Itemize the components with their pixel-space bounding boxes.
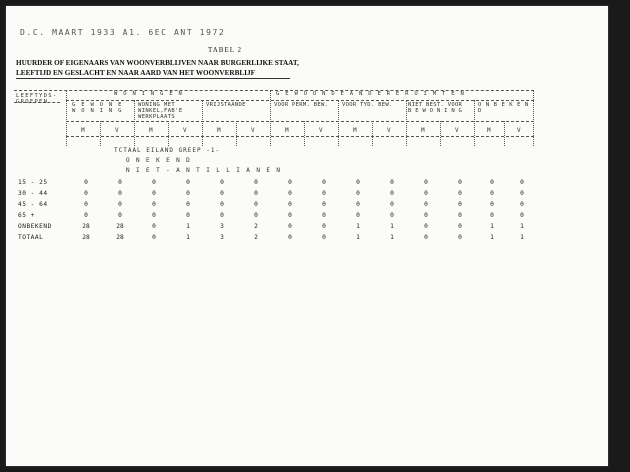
table-cell: 0 bbox=[322, 223, 326, 230]
table-cell: 0 bbox=[186, 190, 190, 197]
mv-label: V bbox=[251, 127, 255, 134]
table-title-line1: HUURDER OF EIGENAARS VAN WOONVERBLIJVEN NAAR BURGERLIJKE STAAT, bbox=[16, 59, 299, 67]
table-cell: 0 bbox=[152, 201, 156, 208]
header-onbekend: O N B E K E N D bbox=[478, 102, 529, 114]
table-cell: 0 bbox=[458, 223, 462, 230]
table-cell: 0 bbox=[288, 201, 292, 208]
table-cell: 0 bbox=[458, 201, 462, 208]
title-underline bbox=[16, 78, 290, 79]
grid-line bbox=[66, 100, 534, 101]
mv-label: M bbox=[217, 127, 221, 134]
grid-line bbox=[66, 90, 67, 146]
table-cell: 0 bbox=[84, 179, 88, 186]
table-cell: 28 bbox=[82, 223, 90, 230]
table-cell: 0 bbox=[220, 201, 224, 208]
table-cell: 0 bbox=[424, 201, 428, 208]
table-cell: 2 bbox=[254, 234, 258, 241]
table-cell: 0 bbox=[220, 179, 224, 186]
table-cell: 0 bbox=[424, 223, 428, 230]
table-cell: 0 bbox=[322, 201, 326, 208]
table-cell: 0 bbox=[356, 212, 360, 219]
table-cell: 0 bbox=[186, 179, 190, 186]
header-vrijstaande: VRIJSTAANDE bbox=[206, 102, 246, 108]
header-woningen: W O N I N G E N bbox=[114, 91, 184, 97]
table-cell: 0 bbox=[390, 201, 394, 208]
grid-line bbox=[304, 121, 305, 146]
table-cell: 0 bbox=[520, 201, 524, 208]
table-cell: 0 bbox=[254, 190, 258, 197]
header-woning-met-bedrijf: WONING MET WINKEL,FAB'E WERKPLAATS bbox=[138, 102, 183, 120]
table-cell: 0 bbox=[356, 201, 360, 208]
table-cell: 0 bbox=[322, 179, 326, 186]
section-niet-antillianen: N I E T - A N T I L L I A N E N bbox=[126, 167, 282, 174]
mv-label: M bbox=[285, 127, 289, 134]
table-cell: 0 bbox=[490, 201, 494, 208]
mv-label: V bbox=[455, 127, 459, 134]
table-cell: 0 bbox=[118, 179, 122, 186]
table-cell: 0 bbox=[424, 190, 428, 197]
header-leeftijdsgroepen: LEEFTYDS- GROEPEN bbox=[16, 93, 58, 105]
table-cell: 28 bbox=[116, 223, 124, 230]
mv-label: M bbox=[81, 127, 85, 134]
table-cell: 0 bbox=[458, 234, 462, 241]
table-cell: 0 bbox=[458, 212, 462, 219]
mv-label: V bbox=[387, 127, 391, 134]
table-cell: 0 bbox=[322, 234, 326, 241]
row-label: 30 - 44 bbox=[18, 190, 48, 197]
mv-label: M bbox=[421, 127, 425, 134]
table-cell: 0 bbox=[390, 212, 394, 219]
table-cell: 0 bbox=[152, 212, 156, 219]
table-cell: 0 bbox=[490, 190, 494, 197]
grid-line bbox=[168, 121, 169, 146]
table-cell: 0 bbox=[390, 190, 394, 197]
grid-line bbox=[440, 121, 441, 146]
table-cell: 3 bbox=[220, 234, 224, 241]
table-row bbox=[18, 190, 538, 200]
table-cell: 0 bbox=[520, 190, 524, 197]
table-cell: 0 bbox=[490, 179, 494, 186]
table-cell: 0 bbox=[118, 190, 122, 197]
table-cell: 0 bbox=[356, 179, 360, 186]
table-cell: 0 bbox=[322, 212, 326, 219]
header-tyd-bewoning: VOOR TYD. BEW. bbox=[342, 102, 393, 108]
table-cell: 0 bbox=[458, 190, 462, 197]
table-cell: 1 bbox=[490, 223, 494, 230]
mv-label: V bbox=[183, 127, 187, 134]
table-row bbox=[18, 179, 538, 189]
table-cell: 0 bbox=[458, 179, 462, 186]
table-cell: 0 bbox=[424, 234, 428, 241]
table-cell: 28 bbox=[82, 234, 90, 241]
table-cell: 28 bbox=[116, 234, 124, 241]
table-cell: 1 bbox=[390, 223, 394, 230]
table-row bbox=[18, 223, 538, 233]
table-cell: 0 bbox=[520, 212, 524, 219]
table-row bbox=[18, 234, 538, 244]
table-cell: 0 bbox=[356, 190, 360, 197]
table-cell: 0 bbox=[288, 179, 292, 186]
table-cell: 0 bbox=[288, 234, 292, 241]
mv-label: M bbox=[487, 127, 491, 134]
mv-label: M bbox=[149, 127, 153, 134]
table-cell: 0 bbox=[186, 201, 190, 208]
header-line: D.C. MAART 1933 A1. 6EC ANT 1972 bbox=[20, 28, 226, 37]
table-cell: 0 bbox=[424, 212, 428, 219]
table-cell: 0 bbox=[118, 201, 122, 208]
table-cell: 0 bbox=[254, 179, 258, 186]
table-cell: 0 bbox=[490, 212, 494, 219]
grid-line bbox=[533, 90, 534, 146]
table-cell: 0 bbox=[152, 179, 156, 186]
table-cell: 1 bbox=[356, 234, 360, 241]
header-perm-bewoning: VOOR PERM. BEW. bbox=[274, 102, 329, 108]
header-andere-ruimten: G E W O O N D E A N D E R E R U I M T E N bbox=[276, 91, 466, 97]
mv-label: M bbox=[353, 127, 357, 134]
header-niet-bestemd: NIET BEST. VOOR B E W O N I N G bbox=[408, 102, 463, 114]
grid-line bbox=[134, 100, 135, 146]
table-cell: 1 bbox=[186, 223, 190, 230]
table-cell: 0 bbox=[520, 179, 524, 186]
grid-line bbox=[66, 121, 534, 122]
header-gewone-woning: G E W O N E W O N I N G bbox=[72, 102, 123, 114]
grid-line bbox=[202, 100, 203, 146]
table-cell: 0 bbox=[390, 179, 394, 186]
table-cell: 1 bbox=[520, 223, 524, 230]
table-cell: 0 bbox=[186, 212, 190, 219]
row-label: ONBEKEND bbox=[18, 223, 52, 230]
grid-line bbox=[66, 136, 534, 137]
grid-line bbox=[270, 90, 271, 146]
table-row bbox=[18, 212, 538, 222]
grid-line bbox=[372, 121, 373, 146]
table-header-grid bbox=[14, 90, 534, 146]
table-cell: 3 bbox=[220, 223, 224, 230]
row-label: 65 + bbox=[18, 212, 35, 219]
table-cell: 0 bbox=[322, 190, 326, 197]
table-cell: 0 bbox=[220, 212, 224, 219]
table-cell: 1 bbox=[390, 234, 394, 241]
table-cell: 1 bbox=[490, 234, 494, 241]
table-cell: 0 bbox=[152, 223, 156, 230]
table-cell: 0 bbox=[118, 212, 122, 219]
table-cell: 0 bbox=[152, 190, 156, 197]
table-cell: 0 bbox=[84, 212, 88, 219]
table-cell: 0 bbox=[152, 234, 156, 241]
table-title-line2: LEEFTIJD EN GESLACHT EN NAAR AARD VAN HET WOONVERBLIJF bbox=[16, 69, 255, 77]
table-cell: 1 bbox=[186, 234, 190, 241]
section-onbekend: O N E K E N D bbox=[126, 157, 192, 164]
group-line: TCTAAL EILAND GREEP -1- bbox=[114, 147, 221, 154]
table-row bbox=[18, 201, 538, 211]
table-cell: 0 bbox=[254, 201, 258, 208]
table-cell: 0 bbox=[288, 212, 292, 219]
table-cell: 0 bbox=[254, 212, 258, 219]
table-cell: 1 bbox=[520, 234, 524, 241]
table-cell: 0 bbox=[84, 201, 88, 208]
table-cell: 0 bbox=[424, 179, 428, 186]
row-label: TOTAAL bbox=[18, 234, 44, 241]
grid-line bbox=[474, 100, 475, 146]
table-cell: 1 bbox=[356, 223, 360, 230]
table-cell: 0 bbox=[84, 190, 88, 197]
mv-label: V bbox=[517, 127, 521, 134]
table-number: TABEL 2 bbox=[208, 46, 242, 54]
grid-line bbox=[236, 121, 237, 146]
row-label: 15 - 25 bbox=[18, 179, 48, 186]
mv-label: V bbox=[115, 127, 119, 134]
row-label: 45 - 64 bbox=[18, 201, 48, 208]
grid-line bbox=[406, 100, 407, 146]
grid-line bbox=[100, 121, 101, 146]
table-cell: 0 bbox=[288, 190, 292, 197]
table-cell: 0 bbox=[288, 223, 292, 230]
grid-line bbox=[338, 100, 339, 146]
table-cell: 0 bbox=[220, 190, 224, 197]
mv-label: V bbox=[319, 127, 323, 134]
document-page bbox=[6, 6, 608, 466]
table-cell: 2 bbox=[254, 223, 258, 230]
grid-line bbox=[504, 121, 505, 146]
